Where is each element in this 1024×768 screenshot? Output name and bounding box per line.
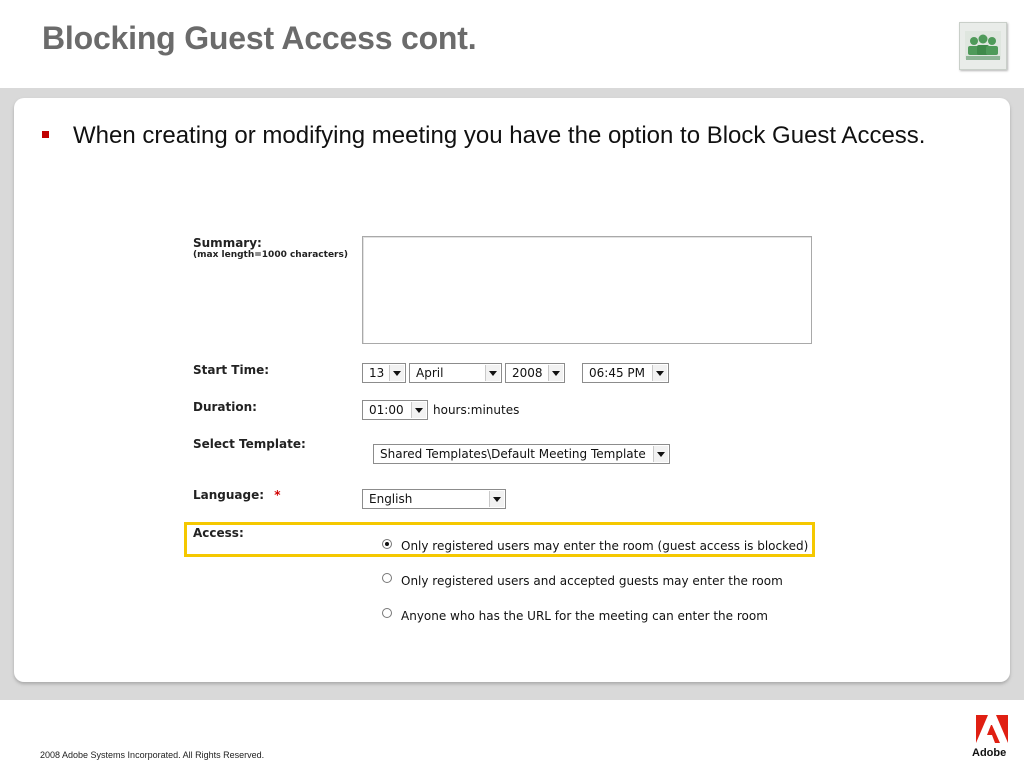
language-select[interactable] [362,489,506,509]
access-radio-accepted-guests[interactable] [382,573,392,583]
required-asterisk: * [274,488,281,502]
language-value: English [369,492,413,506]
access-label: Access: [193,526,244,540]
start-year-select[interactable] [505,363,565,383]
summary-textarea[interactable] [362,236,812,344]
access-radio-anyone[interactable] [382,608,392,618]
chevron-down-icon [652,365,667,381]
start-time-value: 06:45 PM [589,366,645,380]
bullet-marker [42,131,49,138]
access-option-blocked: Only registered users may enter the room (guest access is blocked) [401,539,809,553]
template-select[interactable] [373,444,670,464]
copyright-footer: 2008 Adobe Systems Incorporated. All Rights Reserved. [40,750,265,760]
start-day-select[interactable] [362,363,406,383]
start-time-label: Start Time: [193,363,270,377]
bullet-text: When creating or modifying meeting you have the option to Block Guest Access. [73,122,926,149]
chevron-down-icon [548,365,563,381]
chevron-down-icon [411,402,426,418]
start-time-select[interactable] [582,363,669,383]
content-panel [14,98,1010,682]
adobe-wordmark: Adobe [972,747,1007,759]
meeting-logo-icon [959,22,1007,70]
language-label-text: Language: [193,488,265,502]
slide-title: Blocking Guest Access cont. [42,20,477,56]
access-radio-blocked[interactable] [382,539,392,549]
access-option-anyone: Anyone who has the URL for the meeting can enter the room [401,609,768,623]
template-label: Select Template: [193,437,306,451]
duration-value: 01:00 [369,403,404,417]
chevron-down-icon [653,446,668,462]
chevron-down-icon [389,365,404,381]
template-value: Shared Templates\Default Meeting Template [380,447,646,461]
start-day-value: 13 [369,366,385,380]
start-year-value: 2008 [512,366,543,380]
start-month-value: April [416,366,444,380]
start-month-select[interactable] [409,363,502,383]
duration-select[interactable] [362,400,428,420]
duration-unit: hours:minutes [433,403,520,417]
summary-note: (max length=1000 characters) [193,250,348,260]
language-label [193,488,281,502]
duration-label: Duration: [193,400,257,414]
chevron-down-icon [485,365,500,381]
access-option-accepted-guests: Only registered users and accepted guests may enter the room [401,574,783,588]
chevron-down-icon [489,491,504,507]
summary-label: Summary: [193,236,262,250]
